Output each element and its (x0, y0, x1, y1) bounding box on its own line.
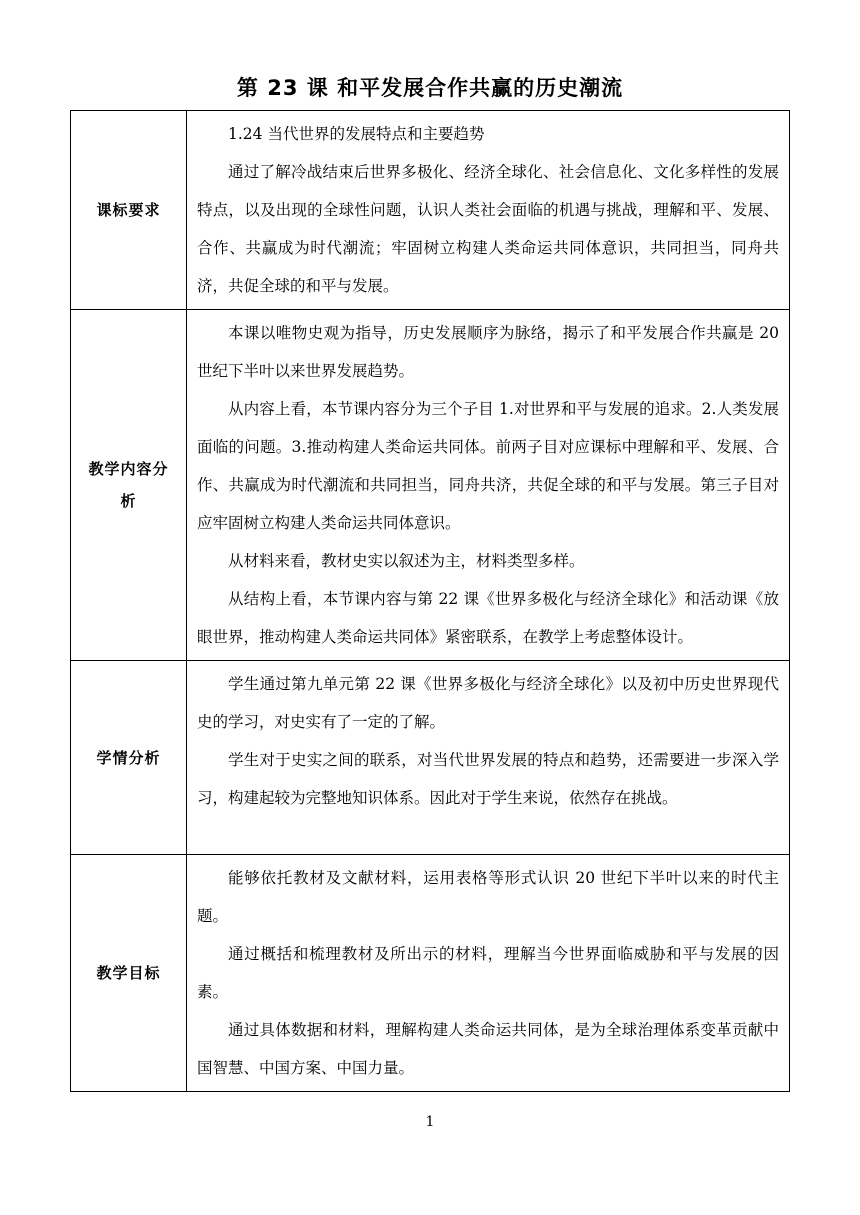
row-content (187, 661, 790, 855)
row-label (71, 855, 187, 1092)
row-content (187, 310, 790, 661)
row-label (71, 310, 187, 661)
row-content (187, 111, 790, 310)
paragraph: 从结构上看，本节课内容与第 22 课《世界多极化与经济全球化》和活动课《放眼世界，推动构建人类命运共同体》紧密联系，在教学上考虑整体设计。 (197, 590, 779, 646)
paragraph: 本课以唯物史观为指导，历史发展顺序为脉络，揭示了和平发展合作共赢是 20 世纪下半叶以来世界发展趋势。 (197, 324, 779, 380)
paragraph: 从材料来看，教材史实以叙述为主，材料类型多样。 (228, 552, 585, 570)
paragraph: 能够依托教材及文献材料，运用表格等形式认识 20 世纪下半叶以来的时代主题。 (197, 869, 779, 925)
row-label-text: 教学内容分析 (88, 460, 169, 510)
table-row-curriculum-standard (71, 111, 790, 310)
row-label (71, 111, 187, 310)
paragraph: 从内容上看，本节课内容分为三个子目 1.对世界和平与发展的追求。2.人类发展面临的问题。3.推动构建人类命运共同体。前两子目对应课标中理解和平、发展、合作、共赢成为时代潮流和共同担当，同舟共济，共促全球的和平与发展。第三子目对应牢固树立构建人类命运共同体意识。 (197, 400, 779, 532)
row-label-text: 学情分析 (96, 748, 161, 767)
table-row-student-analysis (71, 661, 790, 855)
document-title: 第 23 课 和平发展合作共赢的历史潮流 (236, 76, 624, 100)
paragraph: 通过概括和梳理教材及所出示的材料，理解当今世界面临威胁和平与发展的因素。 (197, 945, 779, 1001)
table-row-teaching-objectives (71, 855, 790, 1092)
paragraph: 1.24 当代世界的发展特点和主要趋势 (228, 125, 485, 143)
row-label-text: 教学目标 (96, 964, 161, 982)
table-row-content-analysis (71, 310, 790, 661)
paragraph: 通过具体数据和材料，理解构建人类命运共同体，是为全球治理体系变革贡献中国智慧、中国方案、中国力量。 (197, 1021, 779, 1077)
row-content (187, 855, 790, 1092)
page-number: 1 (425, 1114, 435, 1130)
lesson-plan-table (70, 110, 790, 1092)
row-label-text: 课标要求 (96, 201, 161, 219)
paragraph: 通过了解冷战结束后世界多极化、经济全球化、社会信息化、文化多样性的发展特点，以及出现的全球性问题，认识人类社会面临的机遇与挑战，理解和平、发展、合作、共赢成为时代潮流；牢固树立构建人类命运共同体意识，共同担当，同舟共济，共促全球的和平与发展。 (197, 163, 779, 295)
paragraph: 学生对于史实之间的联系，对当代世界发展的特点和趋势，还需要进一步深入学习，构建起较为完整地知识体系。因此对于学生来说，依然存在挑战。 (197, 751, 779, 807)
paragraph: 学生通过第九单元第 22 课《世界多极化与经济全球化》以及初中历史世界现代史的学习，对史实有了一定的了解。 (197, 675, 779, 731)
row-label (71, 661, 187, 855)
